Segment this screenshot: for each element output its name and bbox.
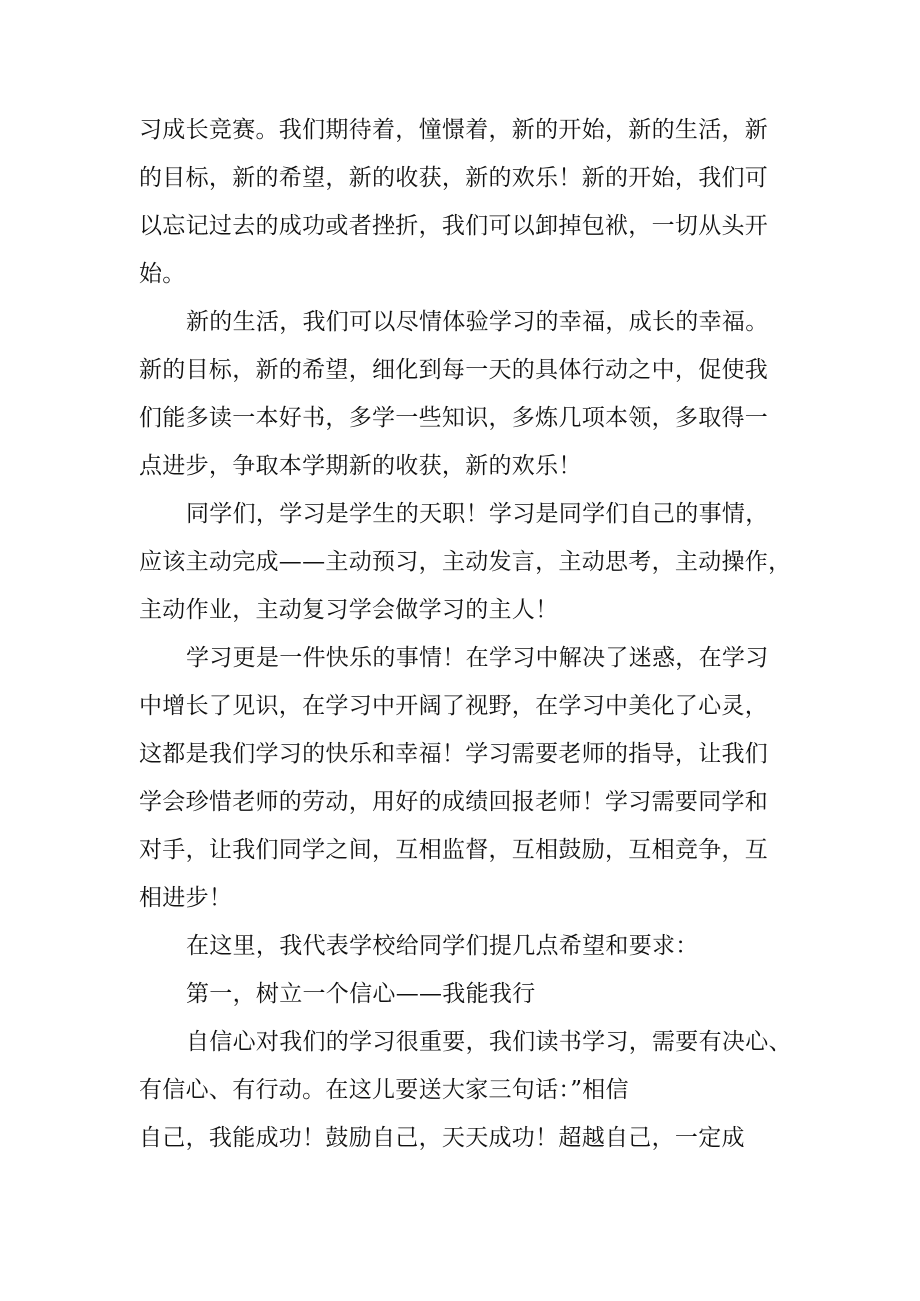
text-line: 的目标，新的希望，新的收获，新的欢乐！新的开始，我们可 <box>139 165 769 191</box>
text-line: 对手，让我们同学之间，互相监督，互相鼓励，互相竞争，互 <box>139 837 769 863</box>
section-heading: 第一，树立一个信心——我能我行 <box>186 981 536 1007</box>
text-line: 们能多读一本好书，多学一些知识，多炼几项本领，多取得一 <box>139 405 769 431</box>
paragraph-start-line: 自信心对我们的学习很重要，我们读书学习，需要有决心、 <box>186 1029 792 1055</box>
paragraph-start-line: 在这里，我代表学校给同学们提几点希望和要求： <box>186 933 699 959</box>
paragraph-start-line: 学习更是一件快乐的事情！在学习中解决了迷惑，在学习 <box>186 645 769 671</box>
paragraph-start-line: 新的生活，我们可以尽情体验学习的幸福，成长的幸福。 <box>186 309 769 335</box>
text-line: 学会珍惜老师的劳动，用好的成绩回报老师！学习需要同学和 <box>139 789 769 815</box>
text-line: 这都是我们学习的快乐和幸福！学习需要老师的指导，让我们 <box>139 741 769 767</box>
paragraph-start-line: 同学们，学习是学生的天职！学习是同学们自己的事情， <box>186 501 769 527</box>
text-line: 中增长了见识，在学习中开阔了视野，在学习中美化了心灵， <box>139 693 769 719</box>
text-line: 新的目标，新的希望，细化到每一天的具体行动之中，促使我 <box>139 357 769 383</box>
text-line: 以忘记过去的成功或者挫折，我们可以卸掉包袱，一切从头开 <box>139 213 769 239</box>
text-line: 点进步，争取本学期新的收获，新的欢乐！ <box>139 453 582 479</box>
text-line: 应该主动完成——主动预习，主动发言，主动思考，主动操作， <box>139 549 792 575</box>
text-line: 始。 <box>139 261 186 287</box>
text-line: 习成长竞赛。我们期待着，憧憬着，新的开始，新的生活，新 <box>139 117 769 143</box>
text-line: 有信心、有行动。在这儿要送大家三句话：”相信 <box>139 1077 629 1103</box>
text-line: 自己，我能成功！鼓励自己，天天成功！超越自己，一定成 <box>139 1125 745 1151</box>
text-line: 相进步！ <box>139 885 233 911</box>
text-line: 主动作业，主动复习学会做学习的主人！ <box>139 597 559 623</box>
